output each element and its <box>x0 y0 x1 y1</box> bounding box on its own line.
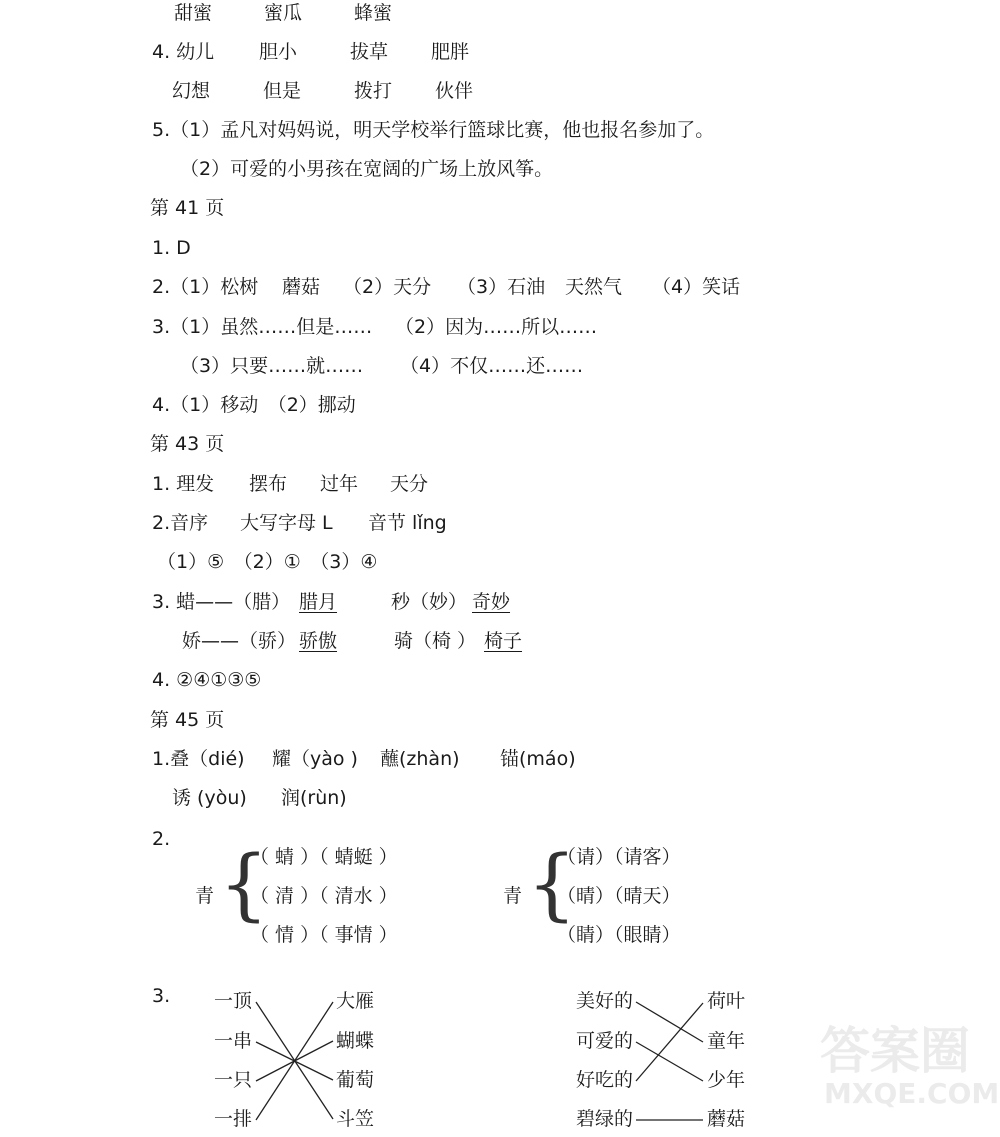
brace-right-row-2: （晴）（晴天） <box>557 885 681 907</box>
q4-word-2: 胆小 <box>259 41 298 63</box>
p43-q4: 4. ②④①③⑤ <box>152 669 262 691</box>
match-right-b-2: 童年 <box>707 1030 746 1052</box>
q5-sentence-2: （2）可爱的小男孩在宽阔的广场上放风筝。 <box>180 158 554 180</box>
match-line-b-2 <box>636 1042 703 1081</box>
p43-q2-3: 音节 lǐng <box>368 512 447 534</box>
p43-q3-4: 骑（椅 ） <box>394 630 477 652</box>
word-fengmi: 蜂蜜 <box>354 2 393 24</box>
p41-q2-2: 蘑菇 <box>282 276 321 298</box>
p43-q1-1: 1. 理发 <box>152 473 215 495</box>
q4-word-6: 但是 <box>263 80 302 102</box>
match-line-b-1 <box>636 1002 703 1042</box>
watermark-text-url: MXQE.COM <box>824 1077 1000 1110</box>
brace-right-root: 青 <box>503 885 523 907</box>
match-right-a-3: 葡萄 <box>336 1069 375 1091</box>
brace-left-row-1: （ 蜻 ）（ 蜻蜓 ） <box>250 846 398 868</box>
brace-left-root: 青 <box>195 885 215 907</box>
p43-q3-1: 3. 蜡——（腊） <box>152 591 291 613</box>
watermark-logo <box>816 1003 1000 1123</box>
p41-q2-5: 天然气 <box>565 276 623 298</box>
match-left-b-3: 好吃的 <box>576 1069 634 1091</box>
p41-q4: 4.（1）移动 （2）挪动 <box>152 394 356 416</box>
brace-left-row-3: （ 情 ）（ 事情 ） <box>250 924 398 946</box>
match-right-b-4: 蘑菇 <box>707 1108 746 1130</box>
p41-q2-6: （4）笑话 <box>652 276 741 298</box>
q4-word-4: 肥胖 <box>431 41 470 63</box>
p41-q2-3: （2）天分 <box>343 276 432 298</box>
q4-word-7: 拨打 <box>354 80 393 102</box>
p45-q1-6: 润(rùn) <box>281 787 347 809</box>
p43-q3-2: 秒（妙） <box>391 591 468 613</box>
p43-q3-3: 娇——（骄） <box>182 630 297 652</box>
match-left-a-2: 一串 <box>214 1030 253 1052</box>
brace-left-row-2: （ 清 ）（ 清水 ） <box>250 885 398 907</box>
p41-q3-3: （3）只要……就…… <box>180 355 364 377</box>
brace-right-symbol: { <box>527 840 577 930</box>
p43-q2-answers: （1）⑤ （2）① （3）④ <box>157 551 378 573</box>
word-migua: 蜜瓜 <box>264 2 303 24</box>
match-left-a-1: 一顶 <box>214 990 253 1012</box>
match-left-b-2: 可爱的 <box>576 1030 634 1052</box>
p43-q1-3: 过年 <box>320 473 359 495</box>
p41-q2-4: （3）石油 <box>457 276 546 298</box>
p41-q1: 1. D <box>152 237 191 259</box>
page-heading-43: 第 43 页 <box>150 433 225 455</box>
word-tianmi: 甜蜜 <box>174 2 213 24</box>
p45-q1-5: 诱 (yòu) <box>172 787 247 809</box>
p41-q3-4: （4）不仅……还…… <box>400 355 584 377</box>
q4-word-5: 幻想 <box>172 80 211 102</box>
match-left-b-1: 美好的 <box>576 990 634 1012</box>
p41-q3-1: 3.（1）虽然……但是…… <box>152 316 373 338</box>
p45-q1-3: 蘸(zhàn) <box>380 748 460 770</box>
match-left-b-4: 碧绿的 <box>576 1108 634 1130</box>
p43-q2-1: 2.音序 <box>152 512 209 534</box>
q5-sentence-1: 5.（1）孟凡对妈妈说，明天学校举行篮球比赛，他也报名参加了。 <box>152 119 715 141</box>
match-right-b-1: 荷叶 <box>707 990 746 1012</box>
match-left-a-4: 一排 <box>214 1108 253 1130</box>
q4-word-3: 拔草 <box>350 41 389 63</box>
p43-q1-2: 摆布 <box>249 473 288 495</box>
p43-q3-answer-1: 腊月 <box>299 591 338 613</box>
match-right-b-3: 少年 <box>707 1069 746 1091</box>
watermark-text-cn: 答案圈 <box>820 1022 970 1080</box>
p43-q3-answer-2: 奇妙 <box>472 591 511 613</box>
p43-q3-answer-4: 椅子 <box>484 630 523 652</box>
p45-q1-4: 锚(máo) <box>500 748 576 770</box>
p45-q1-2: 耀（yào ) <box>272 748 358 770</box>
brace-right-row-3: （睛）（眼睛） <box>557 924 681 946</box>
p43-q2-2: 大写字母 L <box>240 512 333 534</box>
p45-q1-1: 1.叠（dié) <box>152 748 245 770</box>
brace-left-symbol: { <box>219 840 269 930</box>
match-line-b-3 <box>636 1003 703 1081</box>
match-right-a-2: 蝴蝶 <box>336 1030 375 1052</box>
p43-q1-4: 天分 <box>390 473 429 495</box>
p45-q2-number: 2. <box>152 828 171 850</box>
match-right-a-1: 大雁 <box>336 990 375 1012</box>
p41-q2-1: 2.（1）松树 <box>152 276 259 298</box>
page-heading-41: 第 41 页 <box>150 197 225 219</box>
match-left-a-3: 一只 <box>214 1069 253 1091</box>
q4-word-8: 伙伴 <box>435 80 474 102</box>
p41-q3-2: （2）因为……所以…… <box>395 316 598 338</box>
q4-word-1: 4. 幼儿 <box>152 41 215 63</box>
page-heading-45: 第 45 页 <box>150 709 225 731</box>
match-right-a-4: 斗笠 <box>336 1108 375 1130</box>
p45-q3-number: 3. <box>152 985 171 1007</box>
brace-right-row-1: （请）（请客） <box>557 846 681 868</box>
p43-q3-answer-3: 骄傲 <box>299 630 338 652</box>
